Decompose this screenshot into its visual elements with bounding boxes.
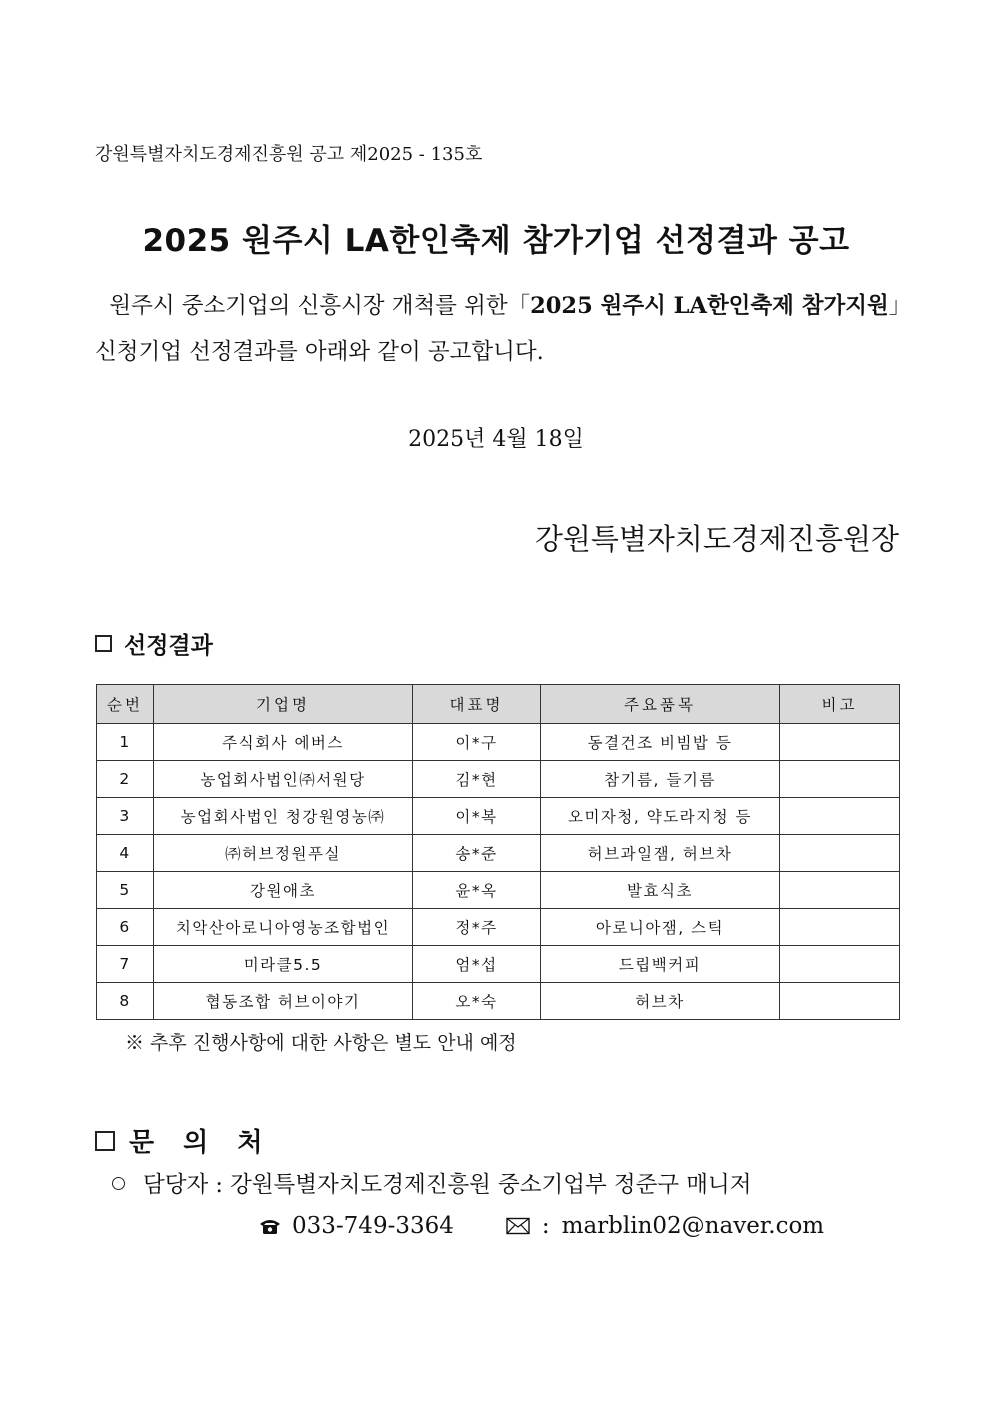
cell-remarks <box>780 946 900 983</box>
cell-company: 미라클5.5 <box>154 946 413 983</box>
cell-remarks <box>780 835 900 872</box>
cell-products: 참기름, 들기름 <box>541 761 780 798</box>
cell-representative: 오*숙 <box>413 983 541 1020</box>
intro-program-name: 2025 원주시 LA한인축제 참가지원 <box>530 293 889 319</box>
cell-company: 협동조합 허브이야기 <box>154 983 413 1020</box>
contact-email-separator: : <box>541 1213 550 1239</box>
header-representative: 대표명 <box>413 685 541 724</box>
cell-representative: 이*복 <box>413 798 541 835</box>
checkbox-square-icon <box>95 635 112 652</box>
document-title: 2025 원주시 LA한인축제 참가기업 선정결과 공고 <box>142 223 850 259</box>
checkbox-square-icon <box>95 1131 115 1151</box>
cell-remarks <box>780 724 900 761</box>
intro-text-1: 원주시 중소기업의 신흥시장 개척를 위한「 <box>109 293 531 319</box>
contact-person <box>112 1167 751 1199</box>
section-heading-result <box>95 627 213 660</box>
table-row <box>97 983 900 1020</box>
cell-remarks <box>780 761 900 798</box>
contact-phone: 033-749-3364 <box>292 1213 454 1239</box>
header-no: 순번 <box>97 685 154 724</box>
cell-no: 2 <box>97 761 154 798</box>
cell-representative: 김*현 <box>413 761 541 798</box>
cell-remarks <box>780 872 900 909</box>
table-row <box>97 724 900 761</box>
footnote: ※ 추후 진행사항에 대한 사항은 별도 안내 예정 <box>125 1032 517 1054</box>
cell-company: 강원애초 <box>154 872 413 909</box>
cell-representative: 윤*옥 <box>413 872 541 909</box>
cell-representative: 엄*섭 <box>413 946 541 983</box>
contact-email[interactable]: marblin02@naver.com <box>561 1213 825 1239</box>
cell-company: 치악산아로니아영농조합법인 <box>154 909 413 946</box>
cell-no: 5 <box>97 872 154 909</box>
circle-bullet-icon <box>112 1177 125 1190</box>
cell-representative: 정*주 <box>413 909 541 946</box>
cell-company: 주식회사 에버스 <box>154 724 413 761</box>
table-header-row <box>97 685 900 724</box>
intro-text-2: 」신청기업 선정결과를 아래와 같이 공고합니다. <box>95 293 900 365</box>
table-row <box>97 835 900 872</box>
section-heading-result-label: 선정결과 <box>124 632 213 659</box>
contact-person-text: 담당자 : 강원특별자치도경제진흥원 중소기업부 정준구 매니저 <box>143 1172 752 1198</box>
cell-no: 7 <box>97 946 154 983</box>
header-products: 주요품목 <box>541 685 780 724</box>
cell-products: 드립백커피 <box>541 946 780 983</box>
cell-products: 허브과일잼, 허브차 <box>541 835 780 872</box>
table-row <box>97 761 900 798</box>
selection-result-table <box>96 684 900 1020</box>
cell-remarks <box>780 909 900 946</box>
cell-company: 농업회사법인㈜서원당 <box>154 761 413 798</box>
cell-company: ㈜허브정원푸실 <box>154 835 413 872</box>
cell-no: 8 <box>97 983 154 1020</box>
cell-no: 6 <box>97 909 154 946</box>
table-row <box>97 946 900 983</box>
cell-no: 4 <box>97 835 154 872</box>
notice-number: 강원특별자치도경제진흥원 공고 제2025 - 135호 <box>95 144 483 165</box>
cell-no: 3 <box>97 798 154 835</box>
table-row <box>97 798 900 835</box>
cell-representative: 송*준 <box>413 835 541 872</box>
cell-products: 아로니아잼, 스틱 <box>541 909 780 946</box>
section-heading-contact <box>95 1122 272 1159</box>
cell-products: 허브차 <box>541 983 780 1020</box>
phone-icon <box>258 1217 282 1235</box>
envelope-icon <box>506 1217 530 1235</box>
cell-representative: 이*구 <box>413 724 541 761</box>
table-row <box>97 872 900 909</box>
cell-no: 1 <box>97 724 154 761</box>
cell-products: 발효식초 <box>541 872 780 909</box>
header-remarks: 비고 <box>780 685 900 724</box>
cell-products: 동결건조 비빔밥 등 <box>541 724 780 761</box>
cell-remarks <box>780 983 900 1020</box>
notice-date: 2025년 4월 18일 <box>408 427 584 452</box>
contact-details <box>258 1213 824 1239</box>
cell-company: 농업회사법인 청강원영농㈜ <box>154 798 413 835</box>
table-row <box>97 909 900 946</box>
issuer-name: 강원특별자치도경제진흥원장 <box>534 522 899 556</box>
cell-products: 오미자청, 약도라지청 등 <box>541 798 780 835</box>
header-company: 기업명 <box>154 685 413 724</box>
cell-remarks <box>780 798 900 835</box>
section-heading-contact-label: 문 의 처 <box>129 1128 273 1158</box>
intro-paragraph <box>95 283 900 375</box>
